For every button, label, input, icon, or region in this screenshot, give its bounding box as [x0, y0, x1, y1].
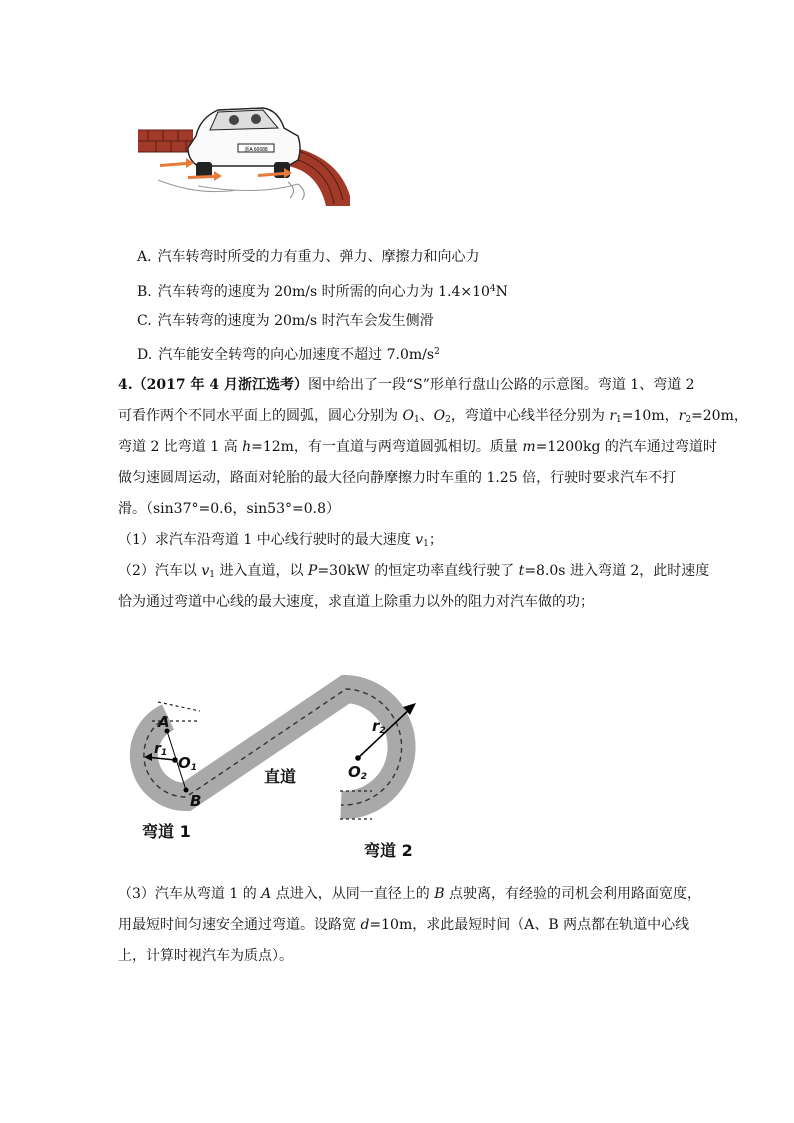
- text-segment: 可看作两个不同水平面上的圆弧，圆心分别为: [118, 408, 403, 424]
- label-r2-symbol: r: [372, 717, 380, 735]
- question-4-line-1: [118, 375, 695, 395]
- label-o2: [348, 763, 367, 782]
- road-surface: [144, 689, 402, 805]
- option-text: 汽车转弯的速度为 20m/s 时汽车会发生侧滑: [157, 313, 434, 329]
- label-bend-2: 弯道 2: [364, 841, 413, 860]
- label-r2-sub: 2: [379, 726, 386, 736]
- text-segment: =12m，有一直道与两弯道圆弧相切。质量: [251, 439, 523, 455]
- symbol: h: [242, 439, 252, 455]
- text-segment: （1）求汽车沿弯道 1 中心线行驶时的最大速度: [118, 532, 416, 548]
- exponent: 2: [434, 347, 440, 357]
- subscript: 1: [209, 570, 216, 580]
- text-segment: 弯道 2 比弯道 1 高: [118, 439, 243, 455]
- option-letter: D.: [137, 347, 153, 363]
- option-text: 汽车能安全转弯的向心加速度不超过 7.0m/s: [158, 347, 435, 363]
- option-a: [137, 247, 480, 267]
- question-number: 4.: [118, 377, 133, 393]
- text-segment: 点进入，从同一直径上的: [271, 886, 435, 902]
- label-straight-road: 直道: [264, 767, 297, 786]
- label-o1-symbol: O: [178, 754, 191, 772]
- text-segment: 滑。（sin37°=0.6，sin53°=0.8）: [118, 501, 340, 517]
- car-turning-illustration: [138, 100, 350, 206]
- symbol: v: [201, 563, 210, 579]
- question-4-line-3: [118, 437, 717, 457]
- symbol: A: [261, 886, 272, 902]
- label-bend-1: 弯道 1: [142, 822, 191, 841]
- label-r1-symbol: r: [154, 741, 161, 757]
- symbol: r: [678, 408, 686, 424]
- symbol: m: [522, 439, 536, 455]
- subscript: 1: [616, 415, 622, 425]
- option-text: 汽车转弯的速度为 20m/s 时所需的向心力为 1.4×10: [157, 284, 490, 300]
- text-segment: 上，计算时视汽车为质点）。: [118, 948, 293, 964]
- option-b: [137, 279, 508, 302]
- symbol: t: [518, 563, 525, 579]
- text-segment: ；: [428, 532, 443, 548]
- option-letter: A.: [137, 249, 152, 265]
- text-segment: =20m，: [691, 408, 748, 424]
- option-d: [137, 342, 440, 365]
- question-4-part-3-line-3: [118, 946, 293, 966]
- symbol: P: [307, 563, 318, 579]
- text-segment: （3）汽车从弯道 1 的: [118, 886, 262, 902]
- question-4-part-3: [118, 884, 701, 904]
- s-road-diagram: [110, 655, 470, 870]
- option-letter: B.: [137, 284, 152, 300]
- text-segment: =10m，: [621, 408, 679, 424]
- text-segment: 点驶离，有经验的司机会利用路面宽度，: [444, 886, 701, 902]
- text-segment: =10m，求此最短时间（A、B 两点都在轨道中心线: [369, 917, 690, 933]
- label-r2: [372, 717, 386, 736]
- question-4-line-4: [118, 468, 676, 488]
- subscript: 1: [413, 415, 420, 425]
- option-c: [137, 311, 434, 331]
- text-segment: （2）汽车以: [118, 563, 202, 579]
- symbol: v: [415, 532, 424, 548]
- question-4-part-2: [118, 561, 709, 585]
- question-source: （2017 年 4 月浙江选考）: [132, 377, 308, 393]
- text-segment: ，弯道中心线半径分别为: [450, 408, 610, 424]
- label-r1: [154, 741, 167, 758]
- label-o1-sub: 1: [190, 763, 198, 773]
- label-o2-symbol: O: [348, 763, 361, 781]
- question-4-part-2-line-2: [118, 592, 594, 612]
- text-segment: 做匀速圆周运动，路面对轮胎的最大径向静摩擦力时车重的 1.25 倍，行驶时要求汽车不打: [118, 470, 677, 486]
- label-point-b: B: [190, 792, 202, 810]
- subscript: 2: [685, 415, 692, 425]
- question-4-part-3-line-2: [118, 915, 689, 935]
- label-r1-sub: 1: [160, 748, 168, 758]
- subscript: 2: [445, 415, 451, 425]
- question-4-part-1: [118, 530, 443, 554]
- text-segment: 恰为通过弯道中心线的最大速度，求直道上除重力以外的阻力对汽车做的功；: [118, 594, 594, 610]
- label-point-a: A: [158, 713, 170, 731]
- text-segment: 、: [419, 408, 434, 424]
- question-text: 图中给出了一段“S”形单行盘山公路的示意图。弯道 1、弯道 2: [307, 377, 695, 393]
- label-o1: [178, 754, 197, 773]
- license-plate-text: 浙A 66688: [244, 147, 268, 153]
- car-illustration-svg: [138, 100, 350, 206]
- symbol: r: [609, 408, 617, 424]
- symbol: O: [433, 408, 446, 424]
- label-o2-sub: 2: [360, 772, 368, 782]
- text-segment: =30kW 的恒定功率直线行驶了: [317, 563, 519, 579]
- text-segment: =1200kg 的汽车通过弯道时: [535, 439, 717, 455]
- subscript: 1: [423, 539, 429, 549]
- option-letter: C.: [137, 313, 152, 329]
- text-segment: =8.0s 进入弯道 2，此时速度: [524, 563, 710, 579]
- exponent: 4: [489, 284, 496, 294]
- text-segment: 进入直道，以: [215, 563, 308, 579]
- text-segment: 用最短时间匀速安全通过弯道。设路宽: [118, 917, 361, 933]
- option-unit: N: [495, 284, 508, 300]
- symbol: d: [360, 917, 370, 933]
- symbol: O: [402, 408, 414, 424]
- option-text: 汽车转弯时所受的力有重力、弹力、摩擦力和向心力: [157, 249, 480, 265]
- symbol: B: [434, 886, 445, 902]
- question-4-line-5: [118, 499, 340, 519]
- question-4-line-2: [118, 406, 748, 430]
